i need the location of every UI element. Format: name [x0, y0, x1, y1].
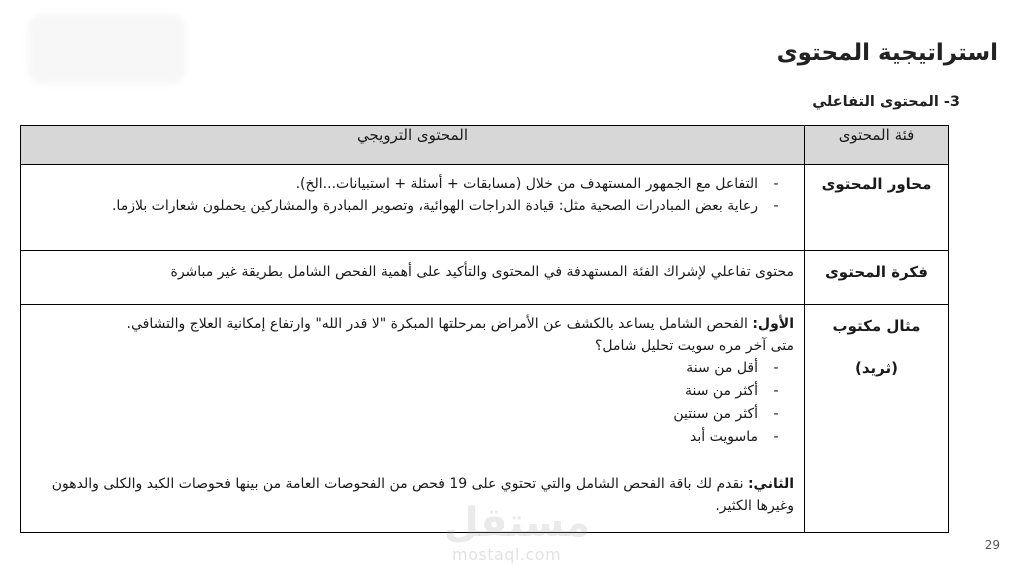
- option-text: ماسويت أبد: [690, 429, 758, 445]
- section-subtitle: 3- المحتوى التفاعلي: [812, 94, 960, 110]
- row-body-example: [21, 305, 805, 533]
- option-dash: -: [773, 383, 779, 399]
- row-label-example: [805, 305, 949, 533]
- example-label: مثال مكتوب: [832, 317, 921, 335]
- page-number: 29: [984, 538, 1000, 552]
- option-text: أكثر من سنة: [684, 383, 758, 399]
- row-body-idea: محتوى تفاعلي لإشراك الفئة المستهدفة في المحتوى والتأكيد على أهمية الفحص الشامل بطريقة غير مباشرة: [21, 251, 805, 305]
- poll-option: [31, 426, 794, 449]
- bullet-item: [31, 173, 794, 195]
- first-lead: الأول:: [752, 316, 794, 332]
- page-title: استراتيجية المحتوى: [776, 40, 998, 66]
- table-row: [21, 165, 949, 251]
- second-text: نقدم لك باقة الفحص الشامل والتي تحتوي على 19 فحص من الفحوصات العامة من بينها فحوصات الكبد والكلى والدهون وغيرها الكثير.: [51, 476, 794, 514]
- first-paragraph: [31, 313, 794, 335]
- content-strategy-table: [20, 125, 949, 533]
- header-content: المحتوى الترويجي: [21, 126, 805, 165]
- example-label-sub: (ثريد): [855, 359, 898, 377]
- bullet-item: [31, 195, 794, 217]
- row-label-idea: فكرة المحتوى: [805, 251, 949, 305]
- table-header-row: [21, 126, 949, 165]
- poll-option: [31, 403, 794, 426]
- spacer: [31, 449, 794, 473]
- second-lead: الثاني:: [747, 476, 794, 492]
- option-text: أقل من سنة: [686, 360, 758, 376]
- row-body-axes: [21, 165, 805, 251]
- option-dash: -: [773, 360, 779, 376]
- first-text: الفحص الشامل يساعد بالكشف عن الأمراض بمرحلتها المبكرة "لا قدر الله" وارتفاع إمكانية العلاج والتشافي.: [126, 316, 753, 332]
- bullet-dash: -: [773, 176, 779, 192]
- poll-option: [31, 357, 794, 380]
- poll-option: [31, 380, 794, 403]
- bullet-text: رعاية بعض المبادرات الصحية مثل: قيادة الدراجات الهوائية، وتصوير المبادرة والمشاركين يحملون شعارات بلازما.: [111, 198, 758, 214]
- table-row: [21, 251, 949, 305]
- bullet-text: التفاعل مع الجمهور المستهدف من خلال (مسابقات + أسئلة + استبيانات...الخ).: [295, 176, 758, 192]
- bullet-dash: -: [773, 198, 779, 214]
- option-dash: -: [773, 429, 779, 445]
- option-text: أكثر من سنتين: [673, 406, 758, 422]
- second-paragraph: [31, 473, 794, 517]
- watermark-logo-arabic: مستقل: [444, 500, 591, 546]
- watermark-logo-latin: mostaql.com: [452, 545, 562, 564]
- row-label-axes: محاور المحتوى: [805, 165, 949, 251]
- poll-question: متى آخر مره سويت تحليل شامل؟: [594, 338, 794, 354]
- table-row: [21, 305, 949, 533]
- option-dash: -: [773, 406, 779, 422]
- blurred-logo-area: [28, 14, 186, 84]
- header-category: فئة المحتوى: [805, 126, 949, 165]
